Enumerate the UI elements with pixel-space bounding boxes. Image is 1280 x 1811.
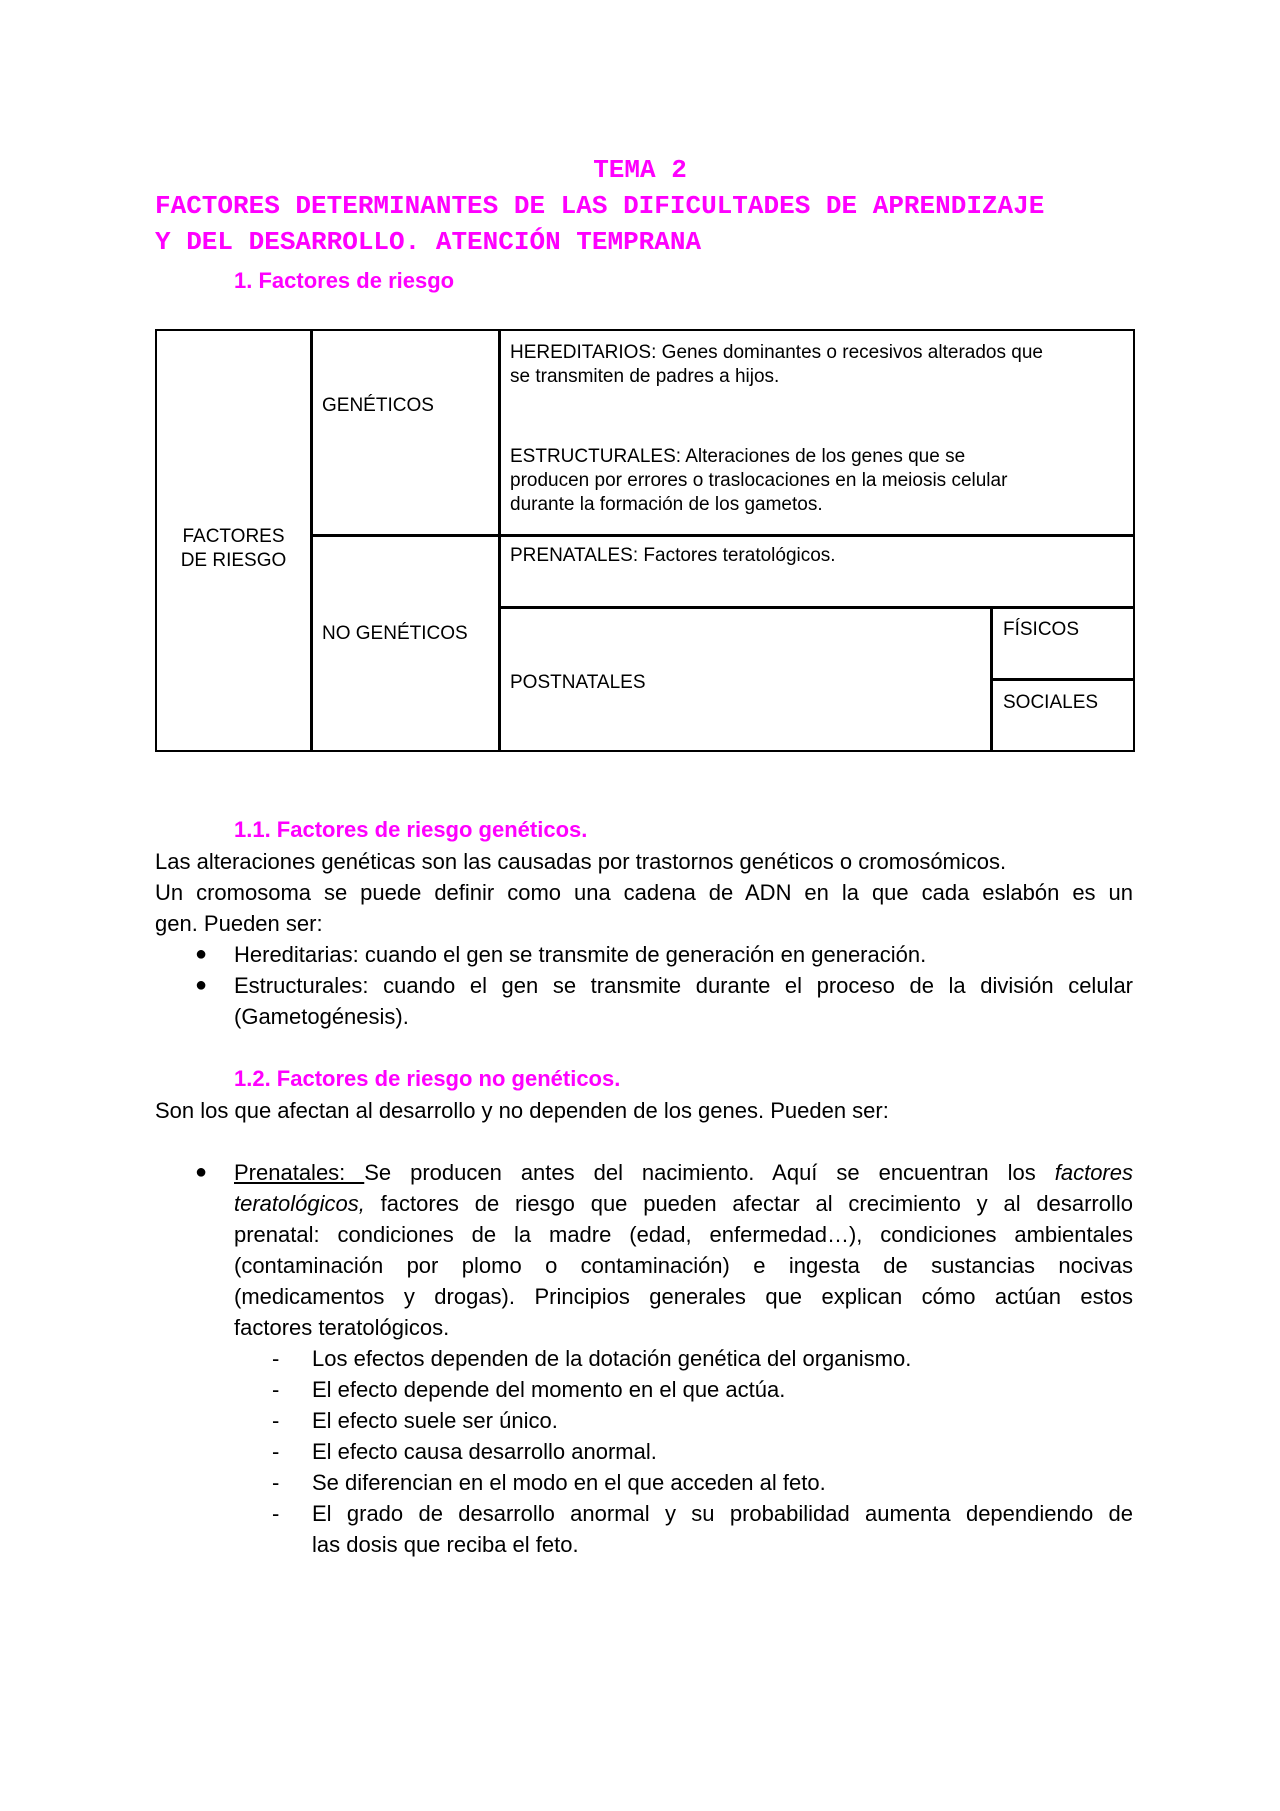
document-title-line: FACTORES DETERMINANTES DE LAS DIFICULTADES DE APRENDIZAJE xyxy=(155,191,1045,221)
list-item-text xyxy=(234,1188,1133,1219)
sub-list-item-text: las dosis que reciba el feto. xyxy=(312,1532,579,1557)
list-item-text: (medicamentos y drogas). Principios generales que explican cómo actúan estos xyxy=(234,1284,1133,1309)
paragraph: Un cromosoma se puede definir como una cadena de ADN en la que cada eslabón es un xyxy=(155,880,1133,905)
cell-text: ESTRUCTURALES: Alteraciones de los genes que se xyxy=(510,446,966,467)
table-divider xyxy=(498,331,501,750)
text-run-italic: teratológicos, xyxy=(234,1191,365,1216)
list-item-text: factores teratológicos. xyxy=(234,1315,450,1340)
table-cell-hereditarios xyxy=(510,341,1125,389)
sub-list-item-text: El efecto causa desarrollo anormal. xyxy=(312,1439,657,1464)
sub-list-item-text: Los efectos dependen de la dotación genética del organismo. xyxy=(312,1346,912,1371)
cell-text: HEREDITARIOS: Genes dominantes o recesivos alterados que xyxy=(510,342,1043,363)
dash-bullet: - xyxy=(272,1501,280,1526)
table-cell-estructurales xyxy=(510,445,1125,517)
bullet-icon: ● xyxy=(195,943,208,965)
text-run: Se producen antes del nacimiento. Aquí se encuentran los xyxy=(364,1160,1036,1185)
document-title xyxy=(155,188,1155,260)
dash-bullet: - xyxy=(272,1346,280,1371)
cell-text: durante la formación de los gametos. xyxy=(510,494,823,515)
dash-bullet: - xyxy=(272,1377,280,1402)
dash-bullet: - xyxy=(272,1470,280,1495)
cell-text: DE RIESGO xyxy=(180,550,287,571)
table-cell-fisicos: FÍSICOS xyxy=(1003,619,1080,640)
list-item-text: prenatal: condiciones de la madre (edad, enfermedad…), condiciones ambientales xyxy=(234,1222,1133,1247)
table-divider xyxy=(310,331,313,750)
list-item-text: (Gametogénesis). xyxy=(234,1004,409,1029)
risk-factors-table xyxy=(155,329,1135,752)
table-cell-factores-de-riesgo xyxy=(157,525,310,573)
bullet-icon: ● xyxy=(195,974,208,996)
list-item-text: Estructurales: cuando el gen se transmite durante el proceso de la división celular xyxy=(234,973,1133,998)
table-cell-geneticos: GENÉTICOS xyxy=(322,395,434,416)
table-divider xyxy=(498,606,1133,609)
list-item-text: Hereditarias: cuando el gen se transmite de generación en generación. xyxy=(234,942,927,967)
text-run: factores de riesgo que pueden afectar al crecimiento y al desarrollo xyxy=(380,1191,1133,1216)
table-divider xyxy=(310,534,1133,537)
cell-text: se transmiten de padres a hijos. xyxy=(510,366,780,387)
text-run-italic: factores xyxy=(1054,1160,1133,1185)
table-cell-no-geneticos: NO GENÉTICOS xyxy=(322,623,468,644)
sub-list-item-text: El grado de desarrollo anormal y su probabilidad aumenta dependiendo de xyxy=(312,1501,1133,1526)
table-cell-prenatales: PRENATALES: Factores teratológicos. xyxy=(510,545,836,566)
tema-title: TEMA 2 xyxy=(593,155,687,185)
document-title-line: Y DEL DESARROLLO. ATENCIÓN TEMPRANA xyxy=(155,227,702,257)
table-cell-sociales: SOCIALES xyxy=(1003,692,1099,713)
table-cell-postnatales: POSTNATALES xyxy=(510,672,646,693)
cell-text: producen por errores o traslocaciones en la meiosis celular xyxy=(510,470,1008,491)
bullet-icon: ● xyxy=(195,1161,208,1183)
dash-bullet: - xyxy=(272,1408,280,1433)
section-heading-1: 1. Factores de riesgo xyxy=(234,268,455,293)
dash-bullet: - xyxy=(272,1439,280,1464)
list-item-text xyxy=(234,1157,1133,1188)
sub-list-item-text: El efecto suele ser único. xyxy=(312,1408,558,1433)
section-heading-1-1: 1.1. Factores de riesgo genéticos. xyxy=(234,817,588,842)
cell-text: FACTORES xyxy=(182,526,285,547)
paragraph: gen. Pueden ser: xyxy=(155,911,323,936)
list-item-text: (contaminación por plomo o contaminación) e ingesta de sustancias nocivas xyxy=(234,1253,1133,1278)
paragraph: Las alteraciones genéticas son las causadas por trastornos genéticos o cromosómicos. xyxy=(155,849,1007,874)
table-divider xyxy=(990,678,1133,681)
prenatal-label: Prenatales: xyxy=(234,1160,365,1185)
paragraph: Son los que afectan al desarrollo y no dependen de los genes. Pueden ser: xyxy=(155,1098,889,1123)
sub-list-item-text: Se diferencian en el modo en el que acceden al feto. xyxy=(312,1470,826,1495)
sub-list-item-text: El efecto depende del momento en el que actúa. xyxy=(312,1377,786,1402)
section-heading-1-2: 1.2. Factores de riesgo no genéticos. xyxy=(234,1066,621,1091)
